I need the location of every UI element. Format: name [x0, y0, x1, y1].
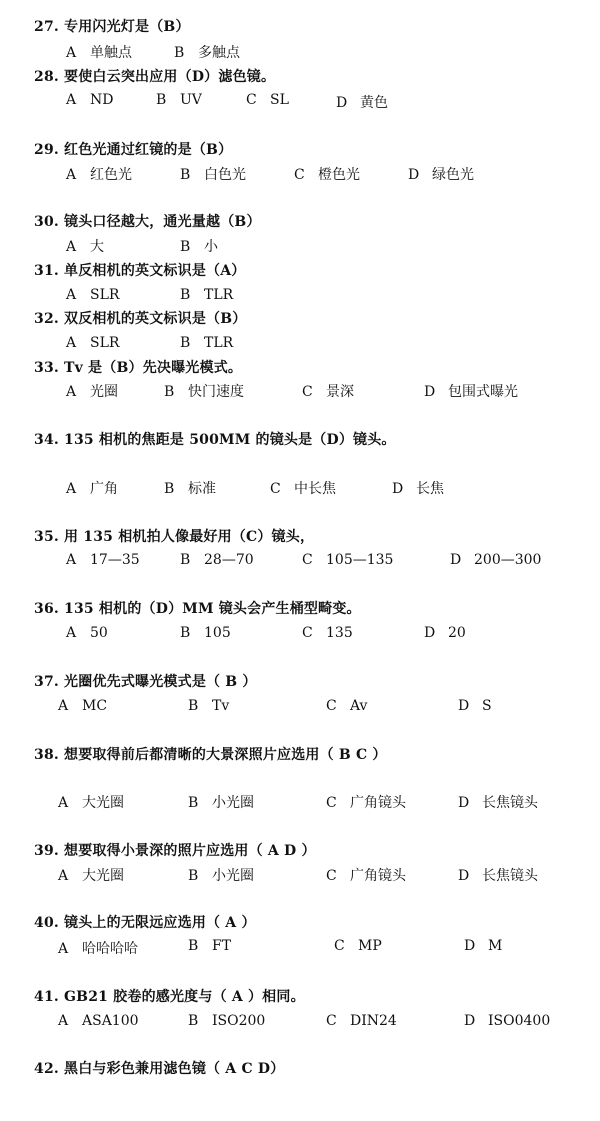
option-text: 哈哈哈哈	[82, 941, 138, 957]
option-letter: C	[326, 868, 337, 884]
option-letter: B	[180, 287, 191, 303]
option-text: 中长焦	[294, 481, 336, 497]
option-letter: B	[188, 1013, 199, 1029]
option-text: 红色光	[90, 167, 132, 183]
option-text: 白色光	[204, 167, 246, 183]
option-text: 单触点	[90, 45, 132, 61]
option-letter: C	[326, 795, 337, 811]
question-27: 27. 专用闪光灯是（B）	[34, 19, 190, 35]
options-29	[66, 164, 586, 184]
option-letter: D	[392, 481, 404, 497]
option-letter: B	[180, 552, 191, 568]
option-text: 大	[90, 239, 104, 255]
options-40	[58, 938, 578, 958]
option-letter: C	[294, 167, 305, 183]
option-letter: B	[188, 938, 199, 954]
option-text: 标准	[188, 481, 216, 497]
option-text: DIN24	[350, 1013, 397, 1029]
option-text: Tv	[212, 698, 230, 714]
option-text: Av	[350, 698, 368, 714]
option-letter: C	[302, 625, 313, 641]
options-38	[58, 792, 578, 812]
option-letter: D	[464, 938, 476, 954]
option-text: SLR	[90, 335, 120, 351]
option-text: 小光圈	[212, 868, 254, 884]
option-letter: B	[188, 698, 199, 714]
question-34: 34. 135 相机的焦距是 500MM 的镜头是（D）镜头。	[34, 432, 396, 448]
option-text: 橙色光	[318, 167, 360, 183]
option-text: 长焦	[416, 481, 444, 497]
option-letter: C	[270, 481, 281, 497]
option-text: 黄色	[360, 95, 388, 111]
option-letter: B	[156, 92, 167, 108]
option-text: 多触点	[198, 45, 240, 61]
option-text: S	[482, 698, 492, 714]
options-36	[66, 625, 586, 645]
option-text: 135	[326, 625, 353, 641]
option-text: TLR	[204, 287, 234, 303]
options-34	[66, 478, 586, 498]
question-31: 31. 单反相机的英文标识是（A）	[34, 263, 246, 279]
option-text: MC	[82, 698, 108, 714]
option-text: 景深	[326, 384, 354, 400]
option-text: 小	[204, 239, 218, 255]
option-letter: A	[66, 552, 77, 568]
option-letter: D	[458, 795, 470, 811]
option-letter: A	[66, 384, 77, 400]
option-letter: D	[458, 868, 470, 884]
options-27	[66, 42, 586, 62]
option-text: ND	[90, 92, 114, 108]
question-32: 32. 双反相机的英文标识是（B）	[34, 311, 247, 327]
option-letter: B	[180, 625, 191, 641]
option-letter: A	[66, 167, 77, 183]
question-33: 33. Tv 是（B）先决曝光模式。	[34, 360, 243, 376]
option-text: SLR	[90, 287, 120, 303]
option-text: SL	[270, 92, 289, 108]
options-39	[58, 865, 578, 885]
option-letter: C	[326, 698, 337, 714]
option-letter: A	[66, 92, 77, 108]
option-letter: C	[302, 552, 313, 568]
option-letter: D	[464, 1013, 476, 1029]
option-letter: A	[66, 239, 77, 255]
option-text: 105	[204, 625, 231, 641]
options-31	[66, 287, 586, 307]
options-28	[66, 92, 586, 112]
question-37: 37. 光圈优先式曝光模式是（ B ）	[34, 674, 257, 690]
option-text: FT	[212, 938, 232, 954]
question-40: 40. 镜头上的无限远应选用（ A ）	[34, 915, 256, 931]
option-text: 广角镜头	[350, 795, 406, 811]
options-32	[66, 335, 586, 355]
option-text: 广角	[90, 481, 118, 497]
question-29: 29. 红色光通过红镜的是（B）	[34, 142, 233, 158]
options-35	[66, 552, 586, 572]
option-letter: C	[302, 384, 313, 400]
question-42: 42. 黑白与彩色兼用滤色镜（ A C D）	[34, 1061, 285, 1077]
options-37	[58, 698, 578, 718]
question-36: 36. 135 相机的（D）MM 镜头会产生桶型畸变。	[34, 601, 361, 617]
option-text: ISO0400	[488, 1013, 551, 1029]
option-letter: B	[164, 384, 175, 400]
option-letter: C	[246, 92, 257, 108]
option-text: TLR	[204, 335, 234, 351]
question-35: 35. 用 135 相机拍人像最好用（C）镜头，	[34, 529, 315, 545]
option-letter: D	[450, 552, 462, 568]
option-letter: D	[458, 698, 470, 714]
option-text: ASA100	[82, 1013, 139, 1029]
option-letter: D	[336, 95, 348, 111]
option-text: 17—35	[90, 552, 140, 568]
option-text: 包围式曝光	[448, 384, 518, 400]
option-letter: B	[174, 45, 185, 61]
option-letter: A	[66, 625, 77, 641]
option-letter: B	[180, 335, 191, 351]
option-text: 长焦镜头	[482, 795, 538, 811]
option-text: 105—135	[326, 552, 394, 568]
option-letter: B	[180, 167, 191, 183]
option-text: 大光圈	[82, 868, 124, 884]
option-letter: A	[66, 45, 77, 61]
option-text: 光圈	[90, 384, 118, 400]
option-letter: A	[66, 335, 77, 351]
option-text: 28—70	[204, 552, 254, 568]
option-letter: A	[58, 868, 69, 884]
question-38: 38. 想要取得前后都清晰的大景深照片应选用（ B C ）	[34, 747, 387, 763]
option-text: ISO200	[212, 1013, 266, 1029]
option-letter: A	[58, 1013, 69, 1029]
option-text: M	[488, 938, 503, 954]
option-text: 广角镜头	[350, 868, 406, 884]
option-text: 200—300	[474, 552, 542, 568]
option-text: 小光圈	[212, 795, 254, 811]
option-text: 快门速度	[188, 384, 244, 400]
option-letter: B	[188, 868, 199, 884]
option-text: MP	[358, 938, 382, 954]
options-41	[58, 1013, 578, 1033]
options-33	[66, 381, 586, 401]
option-letter: B	[188, 795, 199, 811]
option-text: 绿色光	[432, 167, 474, 183]
option-letter: A	[58, 795, 69, 811]
option-letter: A	[66, 287, 77, 303]
option-text: 50	[90, 625, 108, 641]
option-letter: B	[164, 481, 175, 497]
option-letter: A	[58, 941, 69, 957]
option-text: 长焦镜头	[482, 868, 538, 884]
option-letter: D	[424, 625, 436, 641]
question-28: 28. 要使白云突出应用（D）滤色镜。	[34, 69, 276, 85]
option-letter: D	[408, 167, 420, 183]
option-letter: A	[66, 481, 77, 497]
option-letter: B	[180, 239, 191, 255]
option-text: 大光圈	[82, 795, 124, 811]
question-30: 30. 镜头口径越大，通光量越（B）	[34, 214, 261, 230]
option-letter: C	[334, 938, 345, 954]
option-letter: A	[58, 698, 69, 714]
options-30	[66, 236, 586, 256]
question-41: 41. GB21 胶卷的感光度与（ A ）相同。	[34, 989, 305, 1005]
option-letter: C	[326, 1013, 337, 1029]
option-text: UV	[180, 92, 202, 108]
option-text: 20	[448, 625, 466, 641]
question-39: 39. 想要取得小景深的照片应选用（ A D ）	[34, 843, 316, 859]
option-letter: D	[424, 384, 436, 400]
